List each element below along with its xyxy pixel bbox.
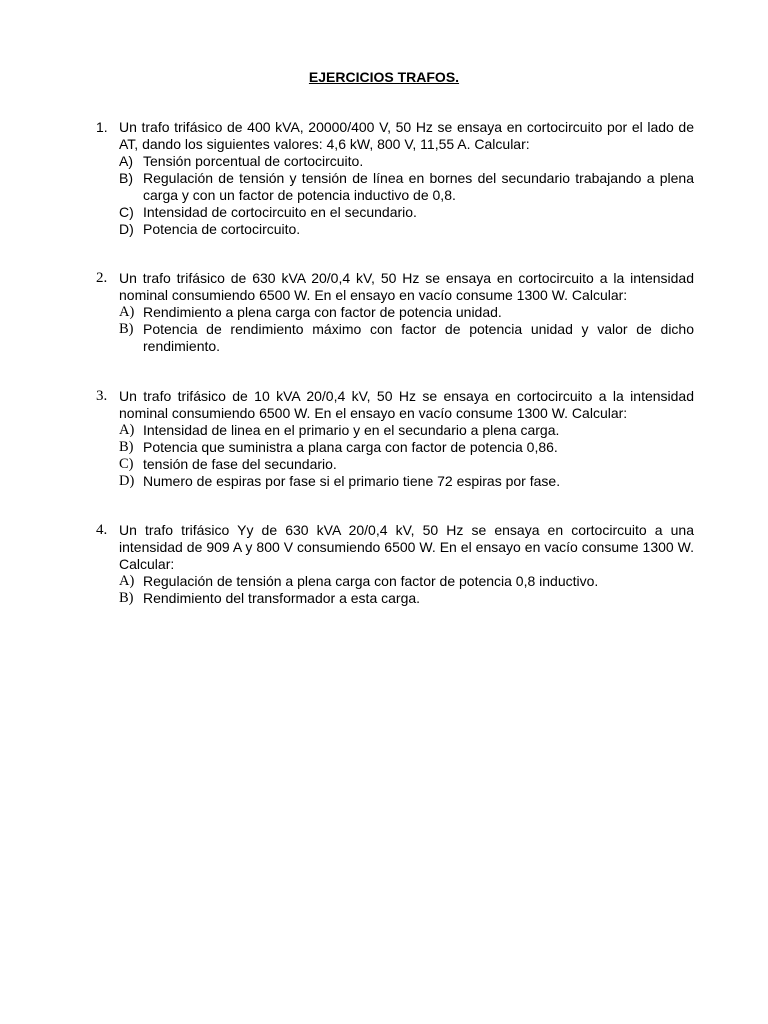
exercise-statement: Un trafo trifásico de 10 kVA 20/0,4 kV, 50 Hz se ensaya en cortocircuito a la intensidad nominal consumiendo 6500 W. En el ensayo en vacío consume 1300 W. Calcular: [119,388,694,421]
list-item [119,221,694,238]
item-letter: A) [119,304,135,320]
exercise-items [119,304,694,355]
item-text: Regulación de tensión a plena carga con factor de potencia 0,8 inductivo. [143,573,599,589]
item-text: Rendimiento a plena carga con factor de potencia unidad. [143,304,502,320]
exercise-4 [96,522,694,607]
item-letter: B) [119,321,134,337]
item-letter: A) [119,573,135,589]
item-letter: A) [119,422,135,438]
exercise-statement: Un trafo trifásico de 400 kVA, 20000/400 V, 50 Hz se ensaya en cortocircuito por el lado de AT, dando los siguientes valores: 4,6 kW, 800 V, 11,55 A. Calcular: [119,119,694,152]
list-item [119,590,694,607]
item-text: Intensidad de cortocircuito en el secundario. [143,204,417,220]
exercise-2 [96,270,694,355]
exercise-number: 4. [96,522,108,538]
item-letter: B) [119,590,134,606]
exercise-number: 3. [96,388,108,404]
item-text: Regulación de tensión y tensión de línea en bornes del secundario trabajando a plena carga y con un factor de potencia inductivo de 0,8. [143,170,694,203]
item-letter: C) [119,204,134,220]
list-item [119,456,694,473]
list-item [119,573,694,590]
list-item [119,204,694,221]
exercise-items [119,573,694,607]
exercise-number: 2. [96,270,108,286]
item-text: Potencia de rendimiento máximo con factor de potencia unidad y valor de dicho rendimiento. [143,321,694,354]
item-text: Potencia que suministra a plana carga con factor de potencia 0,86. [143,439,558,455]
list-item [119,321,694,355]
exercise-number: 1. [96,119,108,135]
document-title: EJERCICIOS TRAFOS. [308,69,460,85]
exercise-3 [96,388,694,490]
item-text: Numero de espiras por fase si el primario tiene 72 espiras por fase. [143,473,561,489]
item-letter: B) [119,439,134,455]
item-text: tensión de fase del secundario. [143,456,337,472]
item-letter: D) [119,473,135,489]
item-letter: D) [119,221,134,237]
exercise-1 [96,119,694,238]
list-item [119,170,694,204]
item-text: Tensión porcentual de cortocircuito. [143,153,364,169]
item-letter: A) [119,153,133,169]
exercise-items [119,422,694,490]
list-item [119,473,694,490]
list-item [119,439,694,456]
list-item [119,304,694,321]
item-text: Potencia de cortocircuito. [143,221,301,237]
item-text: Intensidad de linea en el primario y en el secundario a plena carga. [143,422,560,438]
exercise-statement: Un trafo trifásico de 630 kVA 20/0,4 kV, 50 Hz se ensaya en cortocircuito a la intensidad nominal consumiendo 6500 W. En el ensayo en vacío consume 1300 W. Calcular: [119,270,694,303]
list-item [119,422,694,439]
exercise-items [119,153,694,238]
item-letter: B) [119,170,133,186]
list-item [119,153,694,170]
item-text: Rendimiento del transformador a esta carga. [143,590,421,606]
exercise-statement: Un trafo trifásico Yy de 630 kVA 20/0,4 kV, 50 Hz se ensaya en cortocircuito a una intensidad de 909 A y 800 V consumiendo 6500 W. En el ensayo en vacío consume 1300 W. Calcular: [119,522,694,572]
item-letter: C) [119,456,134,472]
